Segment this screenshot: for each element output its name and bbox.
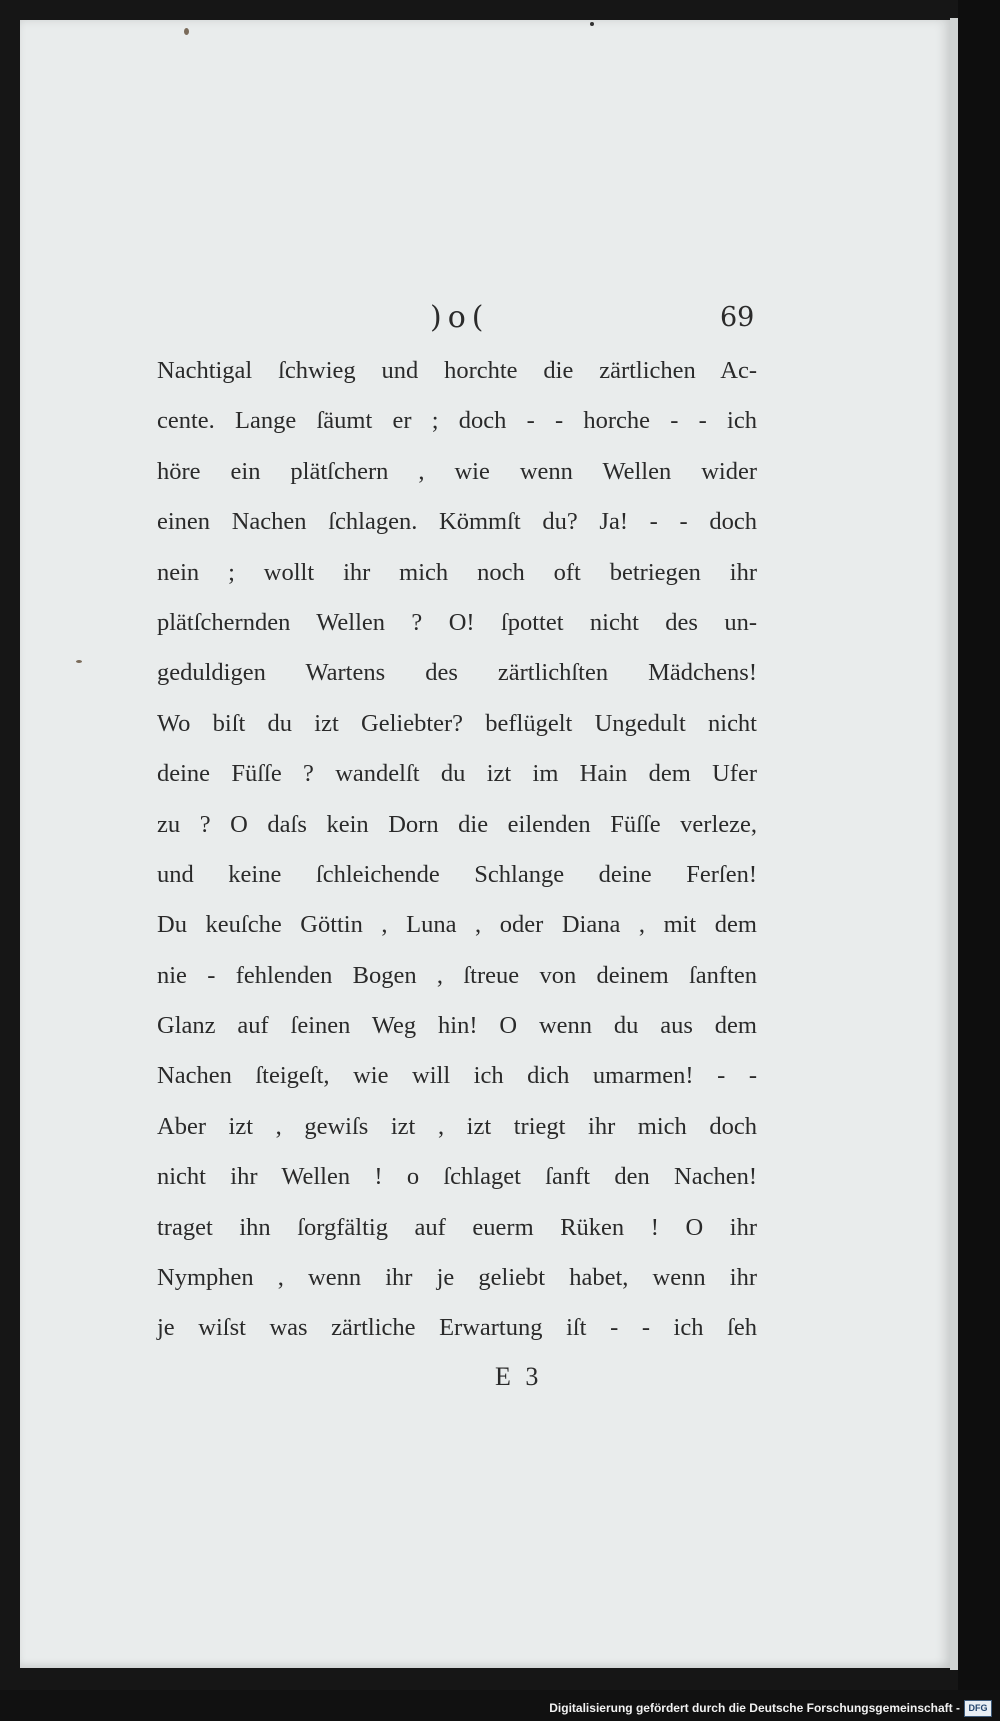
paper-speck <box>184 28 189 35</box>
page-edge <box>950 18 958 1670</box>
text-line: cente. Lange ſäumt er ; doch - - horche - - ich <box>157 407 757 435</box>
signature-mark: E 3 <box>495 1362 543 1391</box>
text-line: nein ; wollt ihr mich noch oft betriegen ihr <box>157 558 757 586</box>
book-spine <box>958 0 1000 1690</box>
text-line: und keine ſchleichende Schlange deine Ferſen! <box>157 860 757 888</box>
text-line: Nachtigal ſchwieg und horchte die zärtlichen Ac- <box>157 357 757 384</box>
text-line: traget ihn ſorgfältig auf euerm Rüken ! O ihr <box>157 1213 757 1241</box>
text-line: höre ein plätſchern , wie wenn Wellen wider <box>157 457 757 485</box>
text-line: Du keuſche Göttin , Luna , oder Diana , mit dem <box>157 911 757 939</box>
text-line: plätſchernden Wellen ? O! ſpottet nicht des un- <box>157 608 757 636</box>
text-line: Wo biſt du izt Geliebter? beflügelt Ungedult nicht <box>157 709 757 737</box>
text-line: geduldigen Wartens des zärtlichſten Mädchens! <box>157 659 757 687</box>
body-text <box>157 346 757 1354</box>
page-number: 69 <box>720 302 755 333</box>
text-line: Aber izt , gewiſs izt , izt triegt ihr mich doch <box>157 1112 757 1140</box>
text-line: Glanz auf ſeinen Weg hin! O wenn du aus dem <box>157 1012 757 1040</box>
text-line: Nymphen , wenn ihr je geliebt habet, wenn ihr <box>157 1264 757 1292</box>
text-line: je wiſst was zärtliche Erwartung iſt - - ich ſeh <box>157 1314 757 1342</box>
paper-speck <box>590 22 594 26</box>
text-line: deine Füſſe ? wandelſt du izt im Hain dem Ufer <box>157 760 757 788</box>
text-line: einen Nachen ſchlagen. Kömmſt du? Ja! - - doch <box>157 508 757 536</box>
text-line: zu ? O daſs kein Dorn die eilenden Füſſe verleze, <box>157 810 757 838</box>
text-line: nie - fehlenden Bogen , ſtreue von deinem ſanften <box>157 961 757 989</box>
text-line: Nachen ſteigeſt, wie will ich dich umarmen! - - <box>157 1062 757 1090</box>
digitization-credit: Digitalisierung gefördert durch die Deutsche Forschungsgemeinschaft - <box>549 1701 960 1715</box>
running-head: )o( <box>430 300 490 335</box>
text-line: nicht ihr Wellen ! o ſchlaget ſanft den Nachen! <box>157 1163 757 1191</box>
dfg-logo-icon: DFG <box>964 1700 992 1717</box>
paper-speck <box>76 660 82 663</box>
page-header <box>20 300 950 340</box>
